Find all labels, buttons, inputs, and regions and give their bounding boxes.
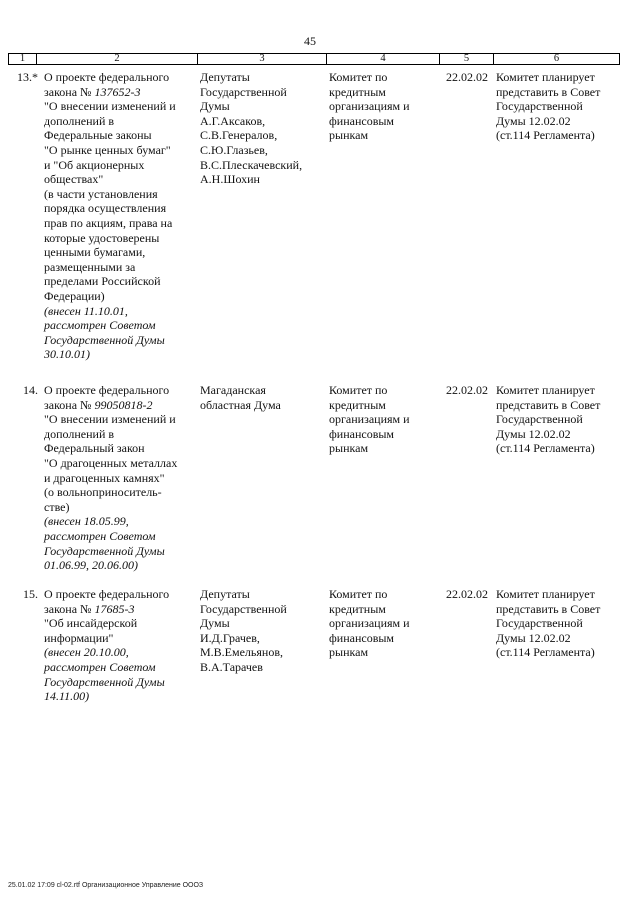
committee-line: организациям и [329,99,410,114]
committee-line: Комитет по [329,70,388,84]
initiator-line: Думы [200,99,230,114]
note-line: Государственной [496,616,583,631]
description-line: ценными бумагами, [44,245,146,260]
initiator-line: В.С.Плескачевский, [200,157,303,172]
description-line: Федерации) [44,288,105,303]
description-line: Федеральный закон [44,441,145,456]
note [492,70,620,362]
description-line: Государственной Думы [44,543,165,558]
table-row [8,587,620,704]
description-line: и драгоценных камнях" [44,470,165,485]
description-line: рассмотрен Советом [44,659,156,674]
committee-line: организациям и [329,616,410,631]
description-line: 01.06.99, 20.06.00) [44,558,138,573]
table-row [8,383,620,573]
description-line: рассмотрен Советом [44,318,156,333]
header-col-3: 3 [197,54,326,64]
description-line: прав по акциям, права на [44,215,173,230]
bill-description [40,587,196,704]
initiator-line: Депутаты [200,587,250,601]
note [492,383,620,573]
note-line: представить в Совет [496,84,601,99]
note-line: (ст.114 Регламента) [496,128,595,143]
initiator-line: С.Ю.Глазьев, [200,142,268,157]
committee [325,70,436,362]
footer: 25.01.02 17:09 cl-02.rtf Организационное Управление ОООЗ [8,882,204,889]
description-line: "Об инсайдерской [44,616,138,631]
description-line: (внесен 11.10.01, [44,303,128,318]
description-line: закона № 137652-3 [44,84,141,99]
description-line: Государственной Думы [44,332,165,347]
initiator-line: Магаданская [200,383,266,397]
note-line: Думы 12.02.02 [496,426,571,441]
note-line: Комитет планирует [496,383,595,397]
initiator-line: Думы [200,616,230,631]
description-line: 30.10.01) [44,347,90,362]
note-line: Государственной [496,99,583,114]
description-line: стве) [44,499,70,514]
description-line: "О внесении изменений и [44,99,176,114]
description-line: "О рынке ценных бумаг" [44,142,171,157]
header-col-5: 5 [439,54,493,64]
description-line: закона № 99050818-2 [44,397,153,412]
committee-line: финансовым [329,113,395,128]
committee-line: организациям и [329,412,410,427]
note-line: (ст.114 Регламента) [496,645,595,660]
committee [325,383,436,573]
description-line: порядка осуществления [44,201,167,216]
description-line: О проекте федерального [44,383,170,397]
note-line: (ст.114 Регламента) [496,441,595,456]
description-line: (внесен 20.10.00, [44,645,129,660]
bill-description [40,70,196,362]
initiator-line: А.Н.Шохин [200,172,260,187]
committee-line: кредитным [329,397,386,412]
committee-line: Комитет по [329,383,388,397]
note-line: представить в Совет [496,397,601,412]
initiator [196,587,325,704]
description-line: О проекте федерального [44,587,170,601]
committee [325,587,436,704]
description-line: закона № 17685-3 [44,601,135,616]
row-number: 15. [23,587,38,601]
table-row [8,70,620,362]
description-line: (в части установления [44,186,158,201]
committee-line: рынкам [329,128,369,143]
header-col-6: 6 [493,54,619,64]
row-number: 13.* [17,70,38,84]
initiator-line: Депутаты [200,70,250,84]
initiator-line: Государственной [200,601,287,616]
committee-line: Комитет по [329,587,388,601]
committee-line: рынкам [329,441,369,456]
description-line: 14.11.00) [44,689,90,704]
date: 22.02.02 [446,587,488,601]
description-line: (внесен 18.05.99, [44,514,129,529]
description-line: и "Об акционерных [44,157,145,172]
initiator-line: Государственной [200,84,287,99]
description-line: пределами Российской [44,274,161,289]
header-col-2: 2 [36,54,197,64]
note-line: представить в Совет [496,601,601,616]
header-col-1: 1 [19,53,26,64]
description-line: информации" [44,630,114,645]
description-line: обществах" [44,172,104,187]
initiator-line: И.Д.Грачев, [200,630,260,645]
description-line: "О драгоценных металлах [44,455,178,470]
note-line: Комитет планирует [496,587,595,601]
description-line: которые удостоверены [44,230,160,245]
committee-line: кредитным [329,84,386,99]
table-header [8,53,620,65]
description-line: дополнений в [44,426,115,441]
initiator-line: А.Г.Аксаков, [200,113,266,128]
description-line: (о вольноприноситель- [44,485,162,500]
initiator-line: областная Дума [200,397,281,412]
note-line: Думы 12.02.02 [496,630,571,645]
description-line: дополнений в [44,113,115,128]
note [492,587,620,704]
committee-line: финансовым [329,426,395,441]
description-line: Государственной Думы [44,674,165,689]
description-line: размещенными за [44,259,136,274]
initiator [196,383,325,573]
description-line: "О внесении изменений и [44,412,176,427]
initiator [196,70,325,362]
committee-line: кредитным [329,601,386,616]
committee-line: рынкам [329,645,369,660]
initiator-line: В.А.Тарачев [200,659,263,674]
note-line: Думы 12.02.02 [496,113,571,128]
row-number: 14. [23,383,38,397]
date: 22.02.02 [446,383,488,397]
initiator-line: С.В.Генералов, [200,128,278,143]
note-line: Государственной [496,412,583,427]
note-line: Комитет планирует [496,70,595,84]
date: 22.02.02 [446,70,488,84]
header-col-4: 4 [326,54,439,64]
bill-description [40,383,196,573]
description-line: О проекте федерального [44,70,170,84]
description-line: Федеральные законы [44,128,152,143]
initiator-line: М.В.Емельянов, [200,645,283,660]
page-number: 45 [304,34,316,48]
committee-line: финансовым [329,630,395,645]
description-line: рассмотрен Советом [44,528,156,543]
